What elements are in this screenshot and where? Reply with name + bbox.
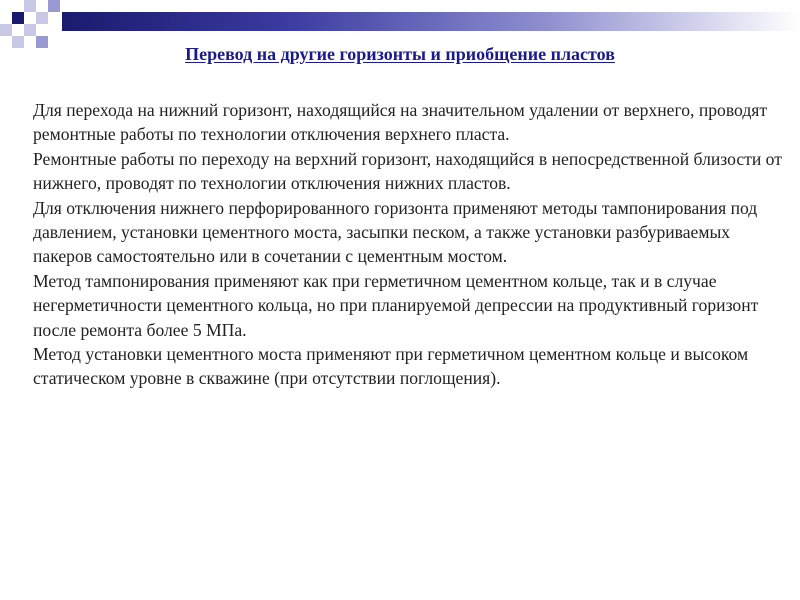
header-gradient-bar [62,12,800,31]
decor-square [24,24,36,36]
slide-title: Перевод на другие горизонты и приобщение пластов [185,44,615,64]
paragraph: Метод установки цементного моста применяют при герметичном цементном кольце и высоком статическом уровне в скважине (при отсутствии поглощения). [33,344,749,389]
paragraph: Метод тампонирования применяют как при герметичном цементном кольце, так и в случае негерметичности цементного кольца, но при планируемой депрессии на продуктивный горизонт после ремонта более 5 МПа. [33,270,759,340]
decor-square [0,24,12,36]
paragraph: Для перехода на нижний горизонт, находящийся на значительном удалении от верхнего, проводят ремонтные работы по технологии отключения верхнего пласта. [33,100,768,145]
slide-body [33,98,793,391]
decor-square [12,12,24,24]
paragraph: Ремонтные работы по переходу на верхний горизонт, находящийся в непосредственной близости от нижнего, проводят по технологии отключения нижних пластов. [33,148,782,194]
decor-square [24,0,36,12]
decor-square [36,12,48,24]
decor-square [48,0,60,12]
paragraph: Для отключения нижнего перфорированного горизонта применяют методы тампонирования под давлением, установки цементного моста, засыпки песком, а также установки разбуриваемых пакеров самостоятельно или в сочетании с цементным мостом. [33,197,758,267]
